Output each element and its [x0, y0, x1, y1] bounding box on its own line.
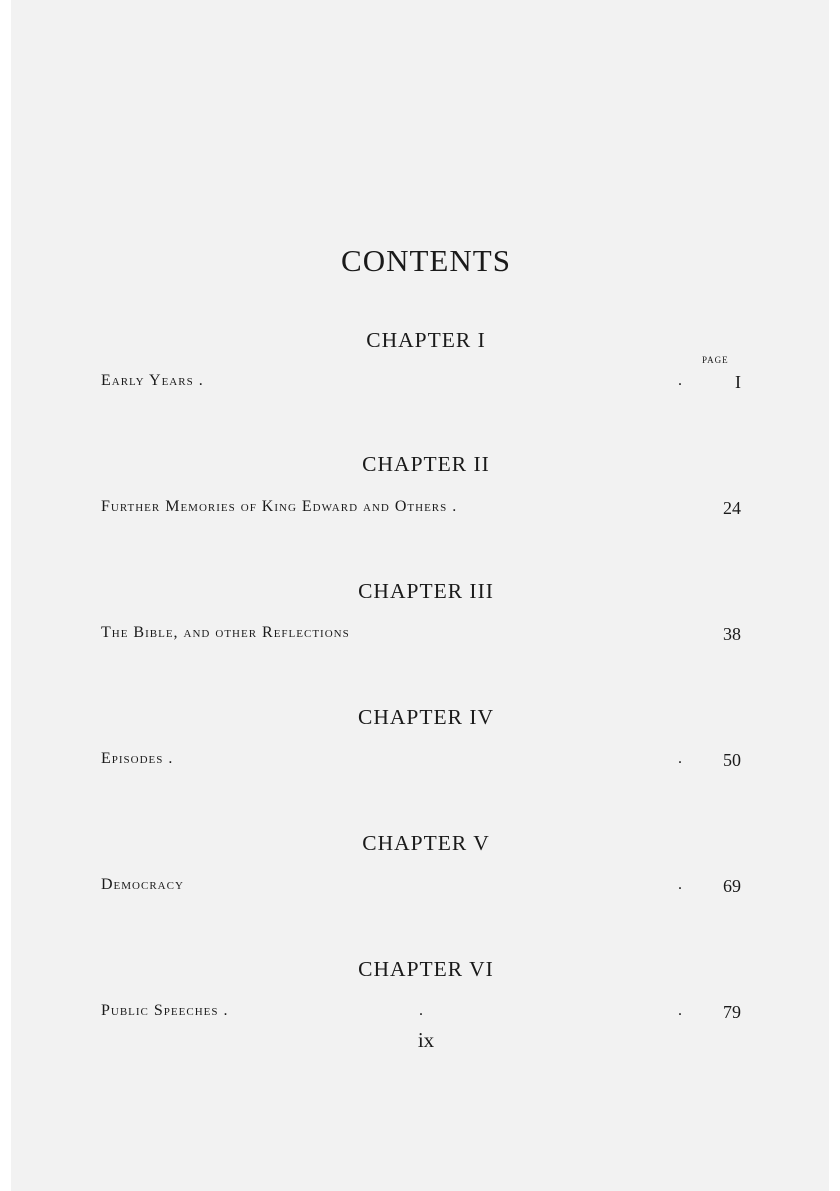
toc-entry-page: 38: [723, 624, 741, 644]
toc-entry-title: Democracy: [101, 876, 184, 893]
leader-dot: .: [419, 1002, 423, 1019]
toc-entry-page: 24: [723, 498, 741, 518]
toc-entry[interactable]: [101, 498, 741, 522]
page-column-label: PAGE: [702, 355, 729, 365]
chapter-heading: CHAPTER VI: [358, 957, 494, 981]
toc-entry[interactable]: [101, 750, 741, 774]
toc-entry-page: 69: [723, 876, 741, 896]
toc-entry-page: I: [735, 372, 741, 392]
chapter-heading: CHAPTER III: [358, 579, 494, 603]
leader-dot: .: [678, 372, 682, 389]
toc-entry-title: Public Speeches .: [101, 1002, 229, 1019]
toc-entry-page: 79: [723, 1002, 741, 1022]
leader-dot: .: [678, 750, 682, 767]
toc-entry[interactable]: [101, 1002, 741, 1026]
chapter-heading: CHAPTER V: [362, 831, 490, 855]
chapter-heading: CHAPTER II: [362, 452, 490, 476]
chapter-heading: CHAPTER I: [366, 328, 486, 352]
contents-title: CONTENTS: [341, 243, 511, 278]
toc-entry[interactable]: [101, 372, 741, 396]
toc-entry-title: The Bible, and other Reflections: [101, 624, 350, 641]
toc-entry-title: Early Years .: [101, 372, 204, 389]
toc-entry[interactable]: [101, 876, 741, 900]
leader-dot: .: [678, 876, 682, 893]
toc-entry-title: Episodes .: [101, 750, 174, 767]
chapter-heading: CHAPTER IV: [357, 705, 495, 729]
toc-entry-title: Further Memories of King Edward and Others .: [101, 498, 458, 515]
book-page: [11, 0, 829, 1191]
page-number: ix: [417, 1028, 435, 1052]
toc-entry[interactable]: [101, 624, 741, 648]
toc-entry-page: 50: [723, 750, 741, 770]
leader-dot: .: [678, 1002, 682, 1019]
